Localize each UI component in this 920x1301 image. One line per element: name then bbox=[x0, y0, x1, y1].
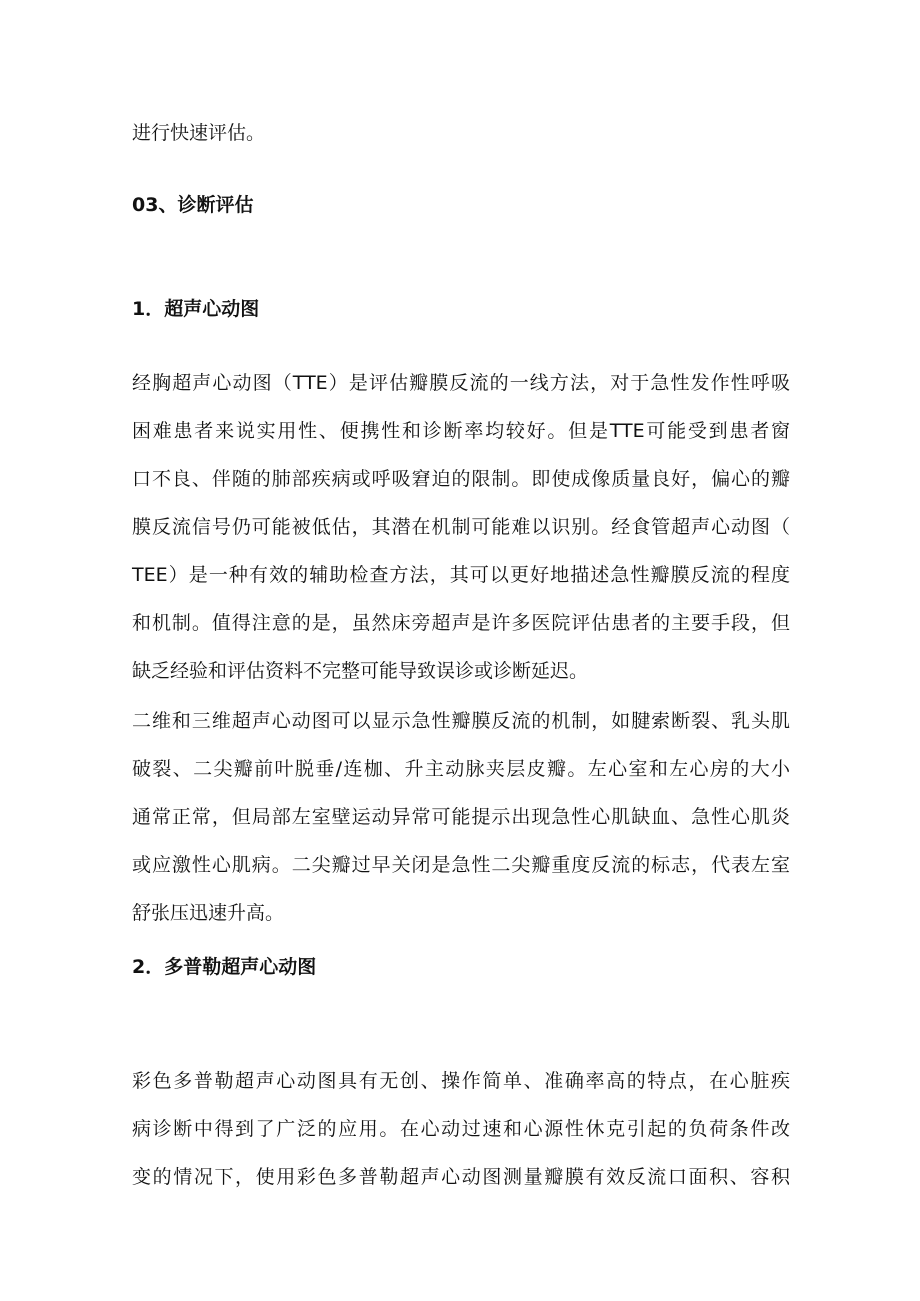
paragraph-line: 困难患者来说实用性、便携性和诊断率均较好。但是TTE可能受到患者窗 bbox=[132, 420, 790, 442]
paragraph-line: 和机制。值得注意的是，虽然床旁超声是许多医院评估患者的主要手段，但 bbox=[132, 612, 790, 634]
paragraph-line: 变的情况下，使用彩色多普勒超声心动图测量瓣膜有效反流口面积、容积 bbox=[132, 1166, 790, 1188]
paragraph-line: 经胸超声心动图（TTE）是评估瓣膜反流的一线方法，对于急性发作性呼吸 bbox=[132, 372, 790, 394]
subsection-heading-2: 2．多普勒超声心动图 bbox=[132, 956, 317, 978]
paragraph-line: 破裂、二尖瓣前叶脱垂/连枷、升主动脉夹层皮瓣。左心室和左心房的大小 bbox=[132, 758, 790, 780]
paragraph-line: 通常正常，但局部左室壁运动异常可能提示出现急性心肌缺血、急性心肌炎 bbox=[132, 806, 790, 828]
paragraph-line: 或应激性心肌病。二尖瓣过早关闭是急性二尖瓣重度反流的标志，代表左室 bbox=[132, 854, 790, 876]
paragraph-line: 二维和三维超声心动图可以显示急性瓣膜反流的机制，如腱索断裂、乳头肌 bbox=[132, 710, 790, 732]
paragraph-line: TEE）是一种有效的辅助检查方法，其可以更好地描述急性瓣膜反流的程度 bbox=[132, 564, 790, 586]
paragraph-line: 病诊断中得到了广泛的应用。在心动过速和心源性休克引起的负荷条件改 bbox=[132, 1118, 790, 1140]
intro-tail-text: 进行快速评估。 bbox=[132, 122, 266, 144]
paragraph-line: 彩色多普勒超声心动图具有无创、操作简单、准确率高的特点，在心脏疾 bbox=[132, 1070, 790, 1092]
paragraph-line: 舒张压迅速升高。 bbox=[132, 902, 285, 924]
paragraph-line: 缺乏经验和评估资料不完整可能导致误诊或诊断延迟。 bbox=[132, 660, 589, 682]
subsection-heading-1: 1．超声心动图 bbox=[132, 298, 260, 320]
paragraph-line: 口不良、伴随的肺部疾病或呼吸窘迫的限制。即使成像质量良好，偏心的瓣 bbox=[132, 468, 790, 490]
section-heading: 03、诊断评估 bbox=[132, 194, 254, 216]
paragraph-line: 膜反流信号仍可能被低估，其潜在机制可能难以识别。经食管超声心动图（ bbox=[132, 516, 790, 538]
